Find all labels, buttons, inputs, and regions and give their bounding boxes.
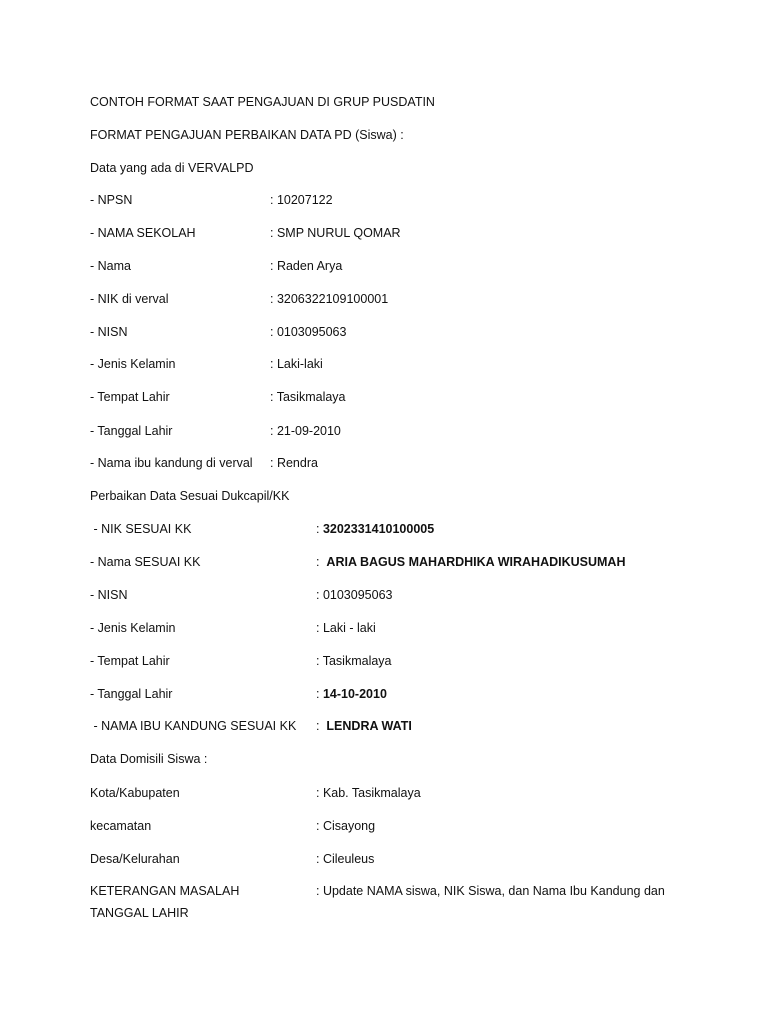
perbaikan-value-nama [316,554,625,570]
perbaikan-label-nisn: - NISN [90,588,128,602]
perbaikan-colon-nik: : [316,522,323,536]
perbaikan-colon-jenis-kelamin: : [316,621,323,635]
perbaikan-text-tempat-lahir: Tasikmalaya [322,654,392,668]
perbaikan-value-nik [316,521,434,537]
perbaikan-colon-nama-ibu: : [316,719,327,733]
verval-label-nama: - Nama [90,259,131,273]
section-heading-perbaikan: Perbaikan Data Sesuai Dukcapil/KK [90,489,290,503]
verval-value-tanggal-lahir: : 21-09-2010 [270,424,341,438]
perbaikan-colon-nama: : [316,555,327,569]
keterangan-value: : Update NAMA siswa, NIK Siswa, dan Nama Ibu Kandung dan [316,884,665,898]
verval-value-nisn: : 0103095063 [270,325,347,339]
section-heading-verval: Data yang ada di VERVALPD [90,161,254,175]
domisili-value-kecamatan: : Cisayong [316,819,376,833]
verval-value-nama-sekolah: : SMP NURUL QOMAR [270,226,401,240]
verval-label-tempat-lahir: - Tempat Lahir [90,390,170,404]
perbaikan-label-tanggal-lahir: - Tanggal Lahir [90,687,173,701]
perbaikan-label-nama: - Nama SESUAI KK [90,555,201,569]
perbaikan-text-nisn: 0103095063 [322,588,393,602]
perbaikan-label-nama-ibu: - NAMA IBU KANDUNG SESUAI KK [90,719,297,733]
perbaikan-label-nik: - NIK SESUAI KK [90,522,192,536]
perbaikan-text-tanggal-lahir: 14-10-2010 [322,687,387,701]
domisili-label-desa: Desa/Kelurahan [90,852,180,866]
perbaikan-label-tempat-lahir: - Tempat Lahir [90,654,170,668]
verval-value-jenis-kelamin: : Laki-laki [270,357,323,371]
perbaikan-text-jenis-kelamin: Laki - laki [322,621,376,635]
perbaikan-text-nik: 3202331410100005 [322,522,435,536]
perbaikan-value-nama-ibu [316,718,412,734]
domisili-value-kota: : Kab. Tasikmalaya [316,786,421,800]
verval-value-nik: : 3206322109100001 [270,292,389,306]
perbaikan-text-nama: ARIA BAGUS MAHARDHIKA WIRAHADIKUSUMAH [326,555,626,569]
verval-value-nama-ibu: : Rendra [270,456,318,470]
perbaikan-colon-tempat-lahir: : [316,654,323,668]
perbaikan-text-nama-ibu: LENDRA WATI [326,719,412,733]
verval-value-tempat-lahir: : Tasikmalaya [270,390,346,404]
verval-value-nama: : Raden Arya [270,259,343,273]
verval-label-nisn: - NISN [90,325,128,339]
perbaikan-colon-tanggal-lahir: : [316,687,323,701]
perbaikan-label-jenis-kelamin: - Jenis Kelamin [90,621,176,635]
domisili-label-kecamatan: kecamatan [90,819,152,833]
perbaikan-colon-nisn: : [316,588,323,602]
perbaikan-value-tempat-lahir [316,653,392,669]
document-title: CONTOH FORMAT SAAT PENGAJUAN DI GRUP PUSDATIN [90,95,435,109]
document-subtitle: FORMAT PENGAJUAN PERBAIKAN DATA PD (Siswa) : [90,128,404,142]
verval-label-nama-ibu: - Nama ibu kandung di verval [90,456,253,470]
domisili-label-kota: Kota/Kabupaten [90,786,180,800]
verval-label-nik: - NIK di verval [90,292,169,306]
verval-label-tanggal-lahir: - Tanggal Lahir [90,424,173,438]
verval-value-npsn: : 10207122 [270,193,333,207]
verval-label-jenis-kelamin: - Jenis Kelamin [90,357,176,371]
verval-label-npsn: - NPSN [90,193,133,207]
perbaikan-value-jenis-kelamin [316,620,376,636]
section-heading-domisili: Data Domisili Siswa : [90,752,208,766]
perbaikan-value-tanggal-lahir [316,686,387,702]
domisili-value-desa: : Cileuleus [316,852,375,866]
perbaikan-value-nisn [316,587,392,603]
keterangan-label: KETERANGAN MASALAH TANGGAL LAHIR [90,884,240,920]
verval-label-nama-sekolah: - NAMA SEKOLAH [90,226,196,240]
